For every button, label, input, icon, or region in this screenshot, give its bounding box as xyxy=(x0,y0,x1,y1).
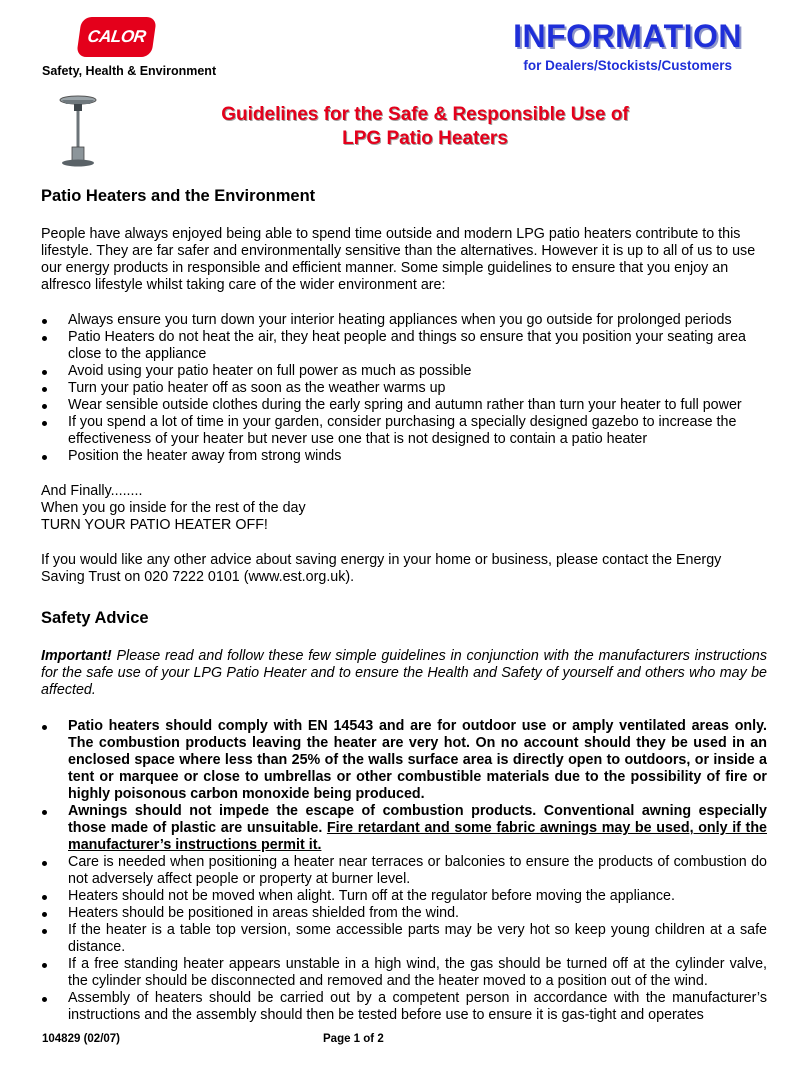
list-item: Wear sensible outside clothes during the early spring and autumn rather than turn your heater to full power xyxy=(41,397,767,414)
document-title xyxy=(150,103,700,151)
logo-text: CALOR xyxy=(86,27,147,46)
list-item: If you spend a lot of time in your garden, consider purchasing a specially designed gazebo to increase the effectiveness of your heater but never use one that is not designed to contain a patio heater xyxy=(41,414,767,448)
list-item: Assembly of heaters should be carried out by a competent person in accordance with the manufacturer’s instructions and the assembly should then be tested before use to ensure it is gas-tight and operates xyxy=(41,990,767,1024)
list-item: Heaters should not be moved when alight. Turn off at the regulator before moving the appliance. xyxy=(41,888,767,905)
title-line-2: LPG Patio Heaters xyxy=(342,128,508,149)
and-finally: And Finally........ xyxy=(41,483,143,499)
page-number: Page 1 of 2 xyxy=(323,1033,384,1045)
important-text: Please read and follow these few simple guidelines in conjunction with the manufacturers instructions for the safe use of your LPG Patio Heater and to ensure the Health and Safety of yourself and others who may be affected. xyxy=(41,648,767,698)
list-item: Patio heaters should comply with EN 14543 and are for outdoor use or amply ventilated areas only. The combustion products leaving the heater are very hot. On no account should they be used in an enclosed space where less than 25% of the walls surface area is directly open to outdoors, or inside a tent or marquee or close to umbrellas or other combustible materials due to the possibility of fire or highly poisonous carbon monoxide being produced. xyxy=(41,718,767,803)
calor-logo xyxy=(76,17,157,57)
list-item xyxy=(41,803,767,854)
list-item: If a free standing heater appears unstable in a high wind, the gas should be turned off at the cylinder valve, the cylinder should be disconnected and removed and the heater moved to a position out of the wind. xyxy=(41,956,767,990)
patio-heater-image xyxy=(56,92,100,168)
awnings-underlined-text: Fire retardant and some fabric awnings may be used, only if the manufacturer’s instructions permit it. xyxy=(68,820,767,853)
list-item: Turn your patio heater off as soon as the weather warms up xyxy=(41,380,767,397)
safety-bullet-list xyxy=(41,718,767,1024)
document-code: 104829 (02/07) xyxy=(42,1033,121,1045)
information-title: INFORMATION xyxy=(513,18,742,54)
awnings-text: Awnings should not impede the escape of combustion products. Conventional awning especially those made of plastic are unsuitable. xyxy=(68,803,767,836)
list-item: Patio Heaters do not heat the air, they heat people and things so ensure that you position your seating area close to the appliance xyxy=(41,329,767,363)
title-line-1: Guidelines for the Safe & Responsible Use of xyxy=(221,104,629,125)
go-inside-text: When you go inside for the rest of the day xyxy=(41,500,306,516)
safety-heading: Safety Advice xyxy=(41,609,149,627)
energy-advice: If you would like any other advice about saving energy in your home or business, please contact the Energy Saving Trust on 020 7222 0101 (www.est.org.uk). xyxy=(41,552,722,585)
list-item: Care is needed when positioning a heater near terraces or balconies to ensure the products of combustion do not adversely affect people or property at burner level. xyxy=(41,854,767,888)
turn-off-text: TURN YOUR PATIO HEATER OFF! xyxy=(41,517,268,533)
environment-heading: Patio Heaters and the Environment xyxy=(41,187,316,205)
department-label: Safety, Health & Environment xyxy=(42,64,217,78)
environment-bullet-list xyxy=(41,312,767,465)
list-item: Always ensure you turn down your interior heating appliances when you go outside for prolonged periods xyxy=(41,312,767,329)
list-item: Heaters should be positioned in areas shielded from the wind. xyxy=(41,905,767,922)
list-item: Position the heater away from strong winds xyxy=(41,448,767,465)
list-item: If the heater is a table top version, some accessible parts may be very hot so keep young children at a safe distance. xyxy=(41,922,767,956)
information-subtitle: for Dealers/Stockists/Customers xyxy=(523,58,732,73)
important-label: Important! xyxy=(41,648,112,664)
main-content xyxy=(41,186,767,1042)
list-item: Avoid using your patio heater on full power as much as possible xyxy=(41,363,767,380)
environment-intro: People have always enjoyed being able to spend time outside and modern LPG patio heaters contribute to this lifestyle. They are far safer and environmentally sensitive than the alternatives. However it is up to all of us to use our energy products in responsible and efficient manner. Some simple guidelines to ensure that you enjoy an alfresco lifestyle whilst taking care of the wider environment are: xyxy=(41,226,756,293)
important-notice xyxy=(41,648,767,699)
